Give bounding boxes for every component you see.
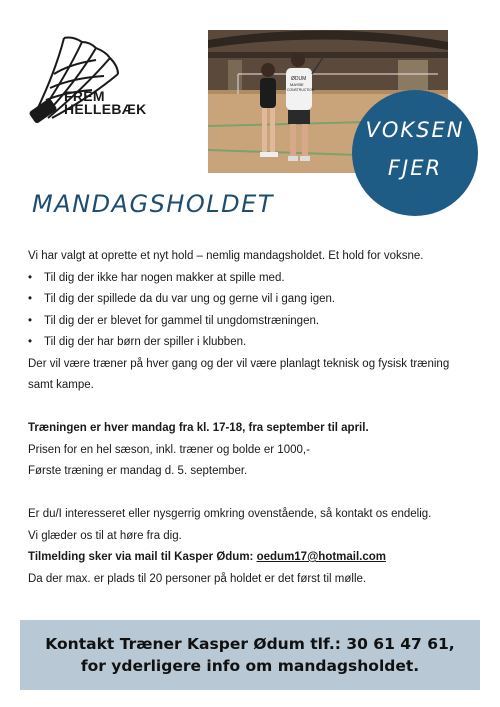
list-item: • Til dig der spillede da du var ung og gerne vil i gang igen. [28, 289, 468, 311]
signup-label: Tilmelding sker via mail til Kasper Ødum: [28, 551, 257, 563]
voksen-fjer-badge [352, 90, 478, 216]
trainer-text: Der vil være træner på hver gang og der vil være planlagt teknisk og fysisk træning samt kampe. [28, 357, 450, 391]
shirt-text-2: MAYBE [290, 82, 304, 87]
body-text [28, 246, 468, 590]
list-item: • Til dig der er blevet for gammel til ungdomstræningen. [28, 311, 468, 333]
target-group-list [28, 268, 468, 354]
club-name-line2: HELLEBÆK [64, 101, 147, 117]
page-title: MANDAGSHOLDET [32, 190, 274, 218]
signup-line [28, 547, 468, 569]
intro-text: Vi har valgt at oprette et nyt hold – nemlig mandagsholdet. Et hold for voksne. [28, 250, 424, 262]
price-text: Prisen for en hel sæson, inkl. træner og bolde er 1000,- [28, 443, 310, 456]
badge-line2: FJER [387, 156, 443, 180]
contact-line2: for yderligere info om mandagsholdet. [80, 657, 420, 675]
club-name [64, 90, 147, 116]
schedule-text: Træningen er hver mandag fra kl. 17-18, fra september til april. [28, 422, 369, 434]
list-item: • Til dig der har børn der spiller i klubben. [28, 332, 468, 354]
capacity-text: Da der max. er plads til 20 personer på holdet er det først til mølle. [28, 572, 367, 585]
shirt-text-1: ØDUM [291, 76, 307, 82]
contact-line1: Kontakt Træner Kasper Ødum tlf.: 30 61 47 61, [45, 635, 455, 653]
interest-text: Er du/I interesseret eller nysgerrig omkring ovenstående, så kontakt os endelig. [28, 508, 432, 520]
badge-line1: VOKSEN [365, 118, 465, 142]
looking-forward-text: Vi glæder os til at høre fra dig. [28, 529, 182, 542]
club-name-line1: FREM [64, 88, 105, 104]
contact-box [20, 620, 480, 690]
first-training-text: Første træning er mandag d. 5. september. [28, 465, 248, 477]
signup-email-link[interactable]: oedum17@hotmail.com [256, 551, 387, 563]
shirt-text-3: CONSTRUCTION [287, 88, 315, 92]
list-item: • Til dig der ikke har nogen makker at spille med. [28, 268, 468, 290]
